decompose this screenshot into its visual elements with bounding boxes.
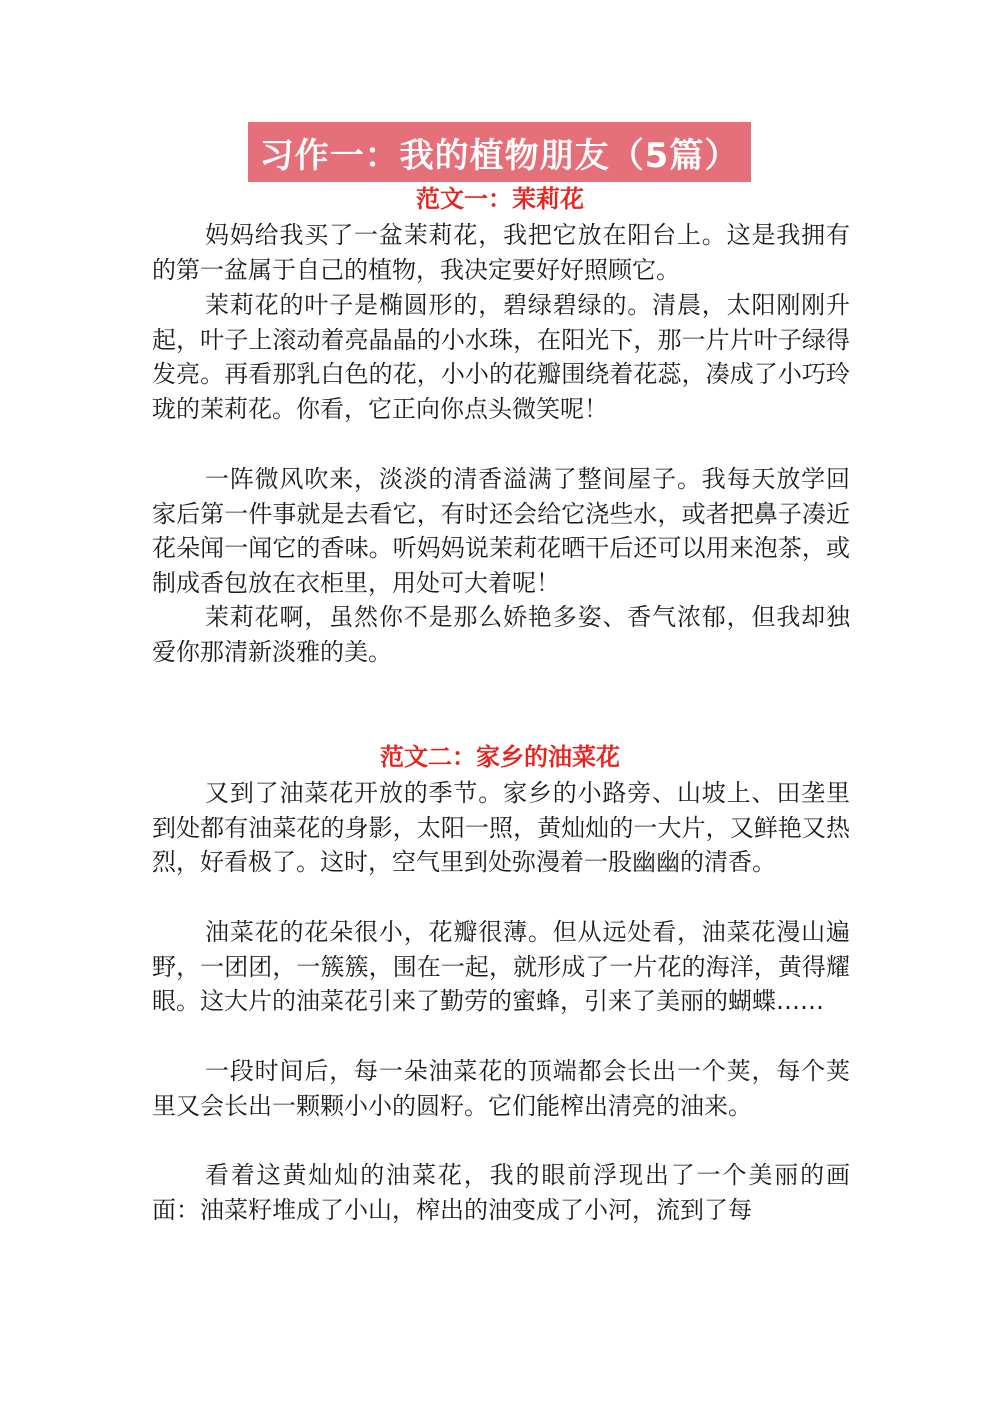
essay-2-paragraph-3: 一段时间后，每一朵油菜花的顶端都会长出一个荚，每个荚里又会长出一颗颗小小的圆籽。它们能榨出清亮的油来。 xyxy=(152,1057,850,1120)
essay-2-heading: 范文二：家乡的油菜花 xyxy=(380,743,620,771)
essay-2-paragraph-2: 油菜花的花朵很小，花瓣很薄。但从远处看，油菜花漫山遍野，一团团，一簇簇，围在一起，就形成了一片花的海洋，黄得耀眼。这大片的油菜花引来了勤劳的蜜蜂，引来了美丽的蝴蝶…… xyxy=(152,918,850,1016)
essay-1-paragraph-4: 茉莉花啊，虽然你不是那么娇艳多姿、香气浓郁，但我却独爱你那清新淡雅的美。 xyxy=(152,603,850,666)
essay-1-paragraph-1: 妈妈给我买了一盆茉莉花，我把它放在阳台上。这是我拥有的第一盆属于自己的植物，我决定要好好照顾它。 xyxy=(152,221,850,284)
title-banner xyxy=(248,122,751,182)
essay-2-paragraph-4: 看着这黄灿灿的油菜花，我的眼前浮现出了一个美丽的画面：油菜籽堆成了小山，榨出的油变成了小河，流到了每 xyxy=(152,1161,850,1224)
page-title: 习作一：我的植物朋友（5篇） xyxy=(259,135,740,176)
essay-2-paragraph-1: 又到了油菜花开放的季节。家乡的小路旁、山坡上、田垄里到处都有油菜花的身影，太阳一照，黄灿灿的一大片，又鲜艳又热烈，好看极了。这时，空气里到处弥漫着一股幽幽的清香。 xyxy=(152,779,850,877)
essay-1-paragraph-2: 茉莉花的叶子是椭圆形的，碧绿碧绿的。清晨，太阳刚刚升起，叶子上滚动着亮晶晶的小水珠，在阳光下，那一片片叶子绿得发亮。再看那乳白色的花，小小的花瓣围绕着花蕊，凑成了小巧玲珑的茉莉花。你看，它正向你点头微笑呢！ xyxy=(152,291,850,423)
essay-1-heading: 范文一：茉莉花 xyxy=(416,185,584,213)
essay-1-paragraph-3: 一阵微风吹来，淡淡的清香溢满了整间屋子。我每天放学回家后第一件事就是去看它，有时还会给它浇些水，或者把鼻子凑近花朵闻一闻它的香味。听妈妈说茉莉花晒干后还可以用来泡茶，或制成香包放在衣柜里，用处可大着呢！ xyxy=(152,465,850,597)
